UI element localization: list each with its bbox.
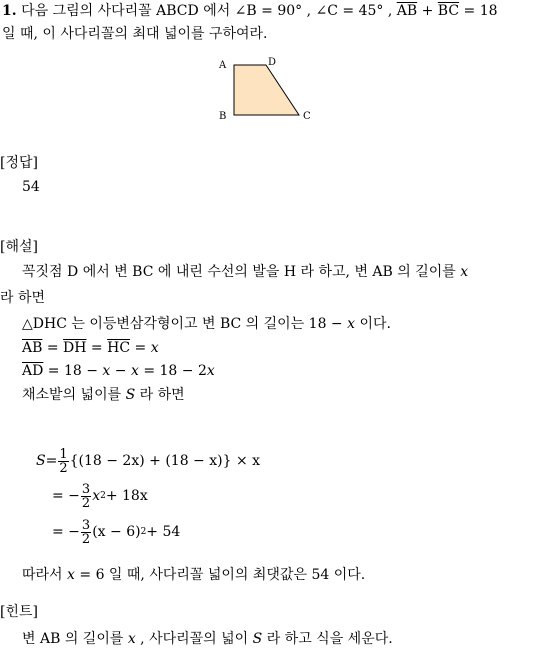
- frac-den: 2: [81, 531, 91, 547]
- segment-ab: $\overline{AB}$: [22, 340, 43, 356]
- var-x: x: [150, 340, 159, 356]
- solution-text-6b: 라 하면: [135, 387, 185, 403]
- solution-text-3: △DHC 는 이등변삼각형이고 변 BC 의 길이는 18 −: [22, 316, 348, 332]
- var-x: x: [67, 567, 75, 583]
- trapezoid-shape: [234, 65, 299, 115]
- conclusion-b: = 6 일 때, 사다리꼴 넓이의 최댓값은 54 이다.: [74, 567, 366, 583]
- segment-ad: $\overline{AD}$: [22, 363, 44, 379]
- var-x: x: [92, 488, 101, 504]
- problem-statement-line1: [2, 2, 498, 20]
- solution-text-6a: 채소밭의 넓이를: [22, 387, 126, 403]
- var-s: S: [252, 631, 263, 647]
- fraction-three-halves: [81, 483, 91, 510]
- solution-text-5c: −: [110, 363, 131, 379]
- conclusion-a: 따라서: [22, 567, 68, 583]
- equation-line2: = − $\frac{3}{2}$ x 2 + 18x: [52, 481, 148, 511]
- solution-header: [해설]: [0, 239, 38, 255]
- eq3-pre: = −: [52, 524, 80, 540]
- frac-num: 3: [81, 517, 91, 533]
- fraction-half: [58, 448, 68, 475]
- segment-ab: $\overline{AB}$: [396, 3, 418, 19]
- hint-header: [힌트]: [0, 604, 38, 620]
- solution-line6: [22, 386, 185, 404]
- eq1-rest: {(18 − 2x) + (18 − x)} × x: [69, 453, 261, 469]
- equation-line1: [36, 444, 260, 478]
- hint-text: [22, 630, 393, 648]
- var-x: x: [206, 363, 215, 379]
- eq3-mid: (x − 6): [92, 524, 141, 540]
- eq3-rest: + 54: [146, 524, 181, 540]
- eq-sign: =: [130, 340, 151, 356]
- solution-text-5d: = 18 − 2: [138, 363, 207, 379]
- frac-num: 1: [59, 446, 68, 462]
- eq2-rest: + 18x: [105, 488, 148, 504]
- solution-conclusion: [22, 566, 365, 584]
- solution-text-3b: 이다.: [355, 316, 391, 332]
- segment-bc: $\overline{BC}$: [437, 3, 460, 19]
- figure-label-b: B: [219, 111, 227, 122]
- eq-sign: =: [42, 340, 64, 356]
- figure-label-c: C: [303, 111, 311, 122]
- solution-line1: [22, 263, 468, 281]
- answer-value: 54: [22, 179, 40, 195]
- hint-a: 변 AB 의 길이를: [22, 631, 128, 647]
- problem-statement-line2: 일 때, 이 사다리꼴의 최대 넓이를 구하여라.: [2, 26, 268, 42]
- var-x: x: [127, 631, 136, 647]
- hint-c: 라 하고 식을 세운다.: [262, 631, 393, 647]
- fraction-three-halves: [81, 519, 91, 546]
- figure-label-a: A: [219, 60, 227, 71]
- var-s: S: [36, 453, 46, 469]
- solution-line4: [22, 339, 159, 357]
- solution-line5: [22, 362, 215, 380]
- equation-line3: = − $\frac{3}{2}$ (x − 6) 2 + 54: [52, 517, 181, 547]
- frac-den: 2: [59, 460, 68, 476]
- var-x: x: [130, 363, 139, 379]
- figure-label-d: D: [268, 57, 277, 68]
- answer-header: [정답]: [0, 155, 38, 171]
- solution-text-1: 꼭짓점 D 에서 변 BC 에 내린 수선의 발을 H 라 하고, 변 AB 의 길이를: [22, 264, 461, 280]
- frac-num: 3: [81, 481, 91, 497]
- problem-number: 1.: [2, 3, 17, 19]
- eq-sign: =: [86, 340, 108, 356]
- eq-sign: =: [45, 453, 58, 469]
- trapezoid-figure: [214, 54, 324, 124]
- solution-line3: [22, 315, 391, 333]
- var-x: x: [102, 363, 111, 379]
- eq2-pre: = −: [52, 488, 80, 504]
- var-x: x: [347, 316, 356, 332]
- solution-line2: 라 하면: [0, 290, 46, 306]
- segment-hc: $\overline{HC}$: [107, 340, 131, 356]
- solution-text-5b: = 18 −: [43, 363, 103, 379]
- segment-dh: $\overline{DH}$: [63, 340, 87, 356]
- var-s: S: [125, 387, 136, 403]
- problem-text-1: 다음 그림의 사다리꼴 ABCD 에서 ∠B = 90° , ∠C = 45° ,: [21, 3, 397, 19]
- frac-den: 2: [81, 495, 91, 511]
- problem-eq18: = 18: [459, 3, 498, 19]
- hint-b: , 사다리꼴의 넓이: [135, 631, 253, 647]
- var-x: x: [460, 264, 469, 280]
- plus-sign: +: [417, 3, 438, 19]
